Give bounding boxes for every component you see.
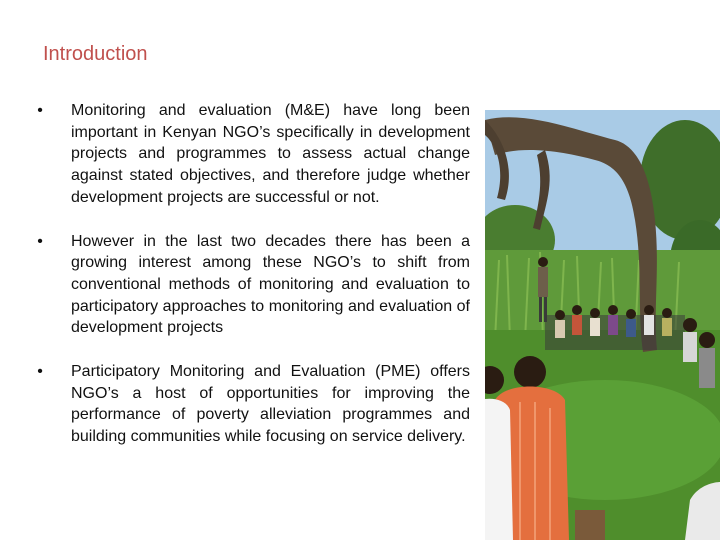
photo-illustration <box>485 110 720 540</box>
community-meeting-photo <box>485 110 720 540</box>
bullet-glyph: • <box>37 363 43 381</box>
bullet-item <box>28 100 470 209</box>
bullet-list <box>28 100 470 470</box>
bullet-text: However in the last two decades there has been a growing interest among these NGO’s to shift from conventional methods of monitoring and evaluation to participatory approaches to monitoring and evaluation of development projects <box>71 232 470 337</box>
bullet-item <box>28 231 470 340</box>
bullet-text: Participatory Monitoring and Evaluation (PME) offers NGO’s a host of opportunities for improving the performance of poverty alleviation programmes and building communities while focusing on service delivery. <box>71 363 470 446</box>
bullet-text: Monitoring and evaluation (M&E) have long been important in Kenyan NGO’s specifically in development projects and programmes to assess actual change against stated objectives, and therefore judge whether development projects are successful or not. <box>71 102 470 206</box>
bullet-item <box>28 361 470 448</box>
bullet-glyph: • <box>37 232 43 250</box>
slide-title: Introduction <box>43 43 148 65</box>
bullet-glyph: • <box>37 102 43 119</box>
